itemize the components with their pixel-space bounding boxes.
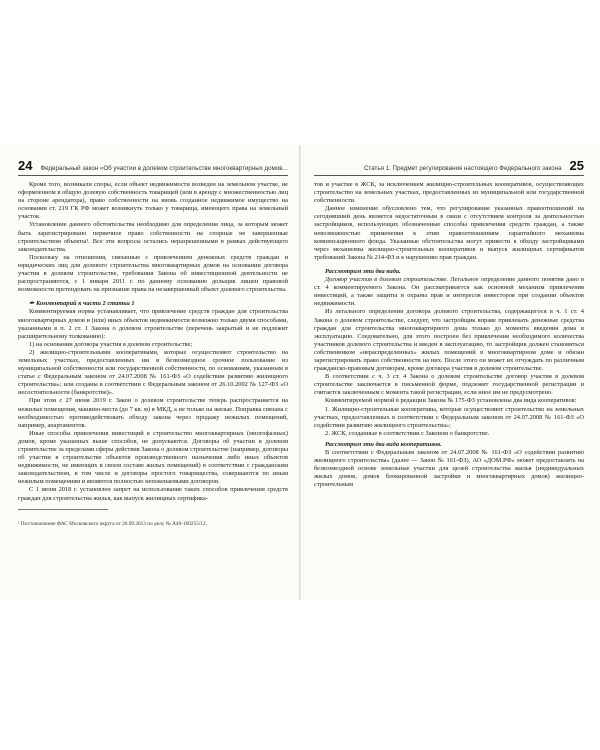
footnote-text: ¹ Постановление ФАС Московского округа от 26.09.2013 по делу № А40-160255/12. <box>18 520 207 527</box>
right-page-number: 25 <box>569 158 584 173</box>
paragraph <box>314 276 584 308</box>
paragraph: Из легального определения договора долевого строительства, содержащегося в ч. 1 ст. 4 Закона о долевом строительстве, следует, что застройщик вправе привлекать денежные средства граждан для строительства многоквартирного дома только до момента введения дома в эксплуатацию. Следовательно, для этого построен без привлечения необходимого количества участников долевого строительства и введен в эксплуатацию, то застройщик должен становиться собственником «нераспределенных» жилых помещений в многоквартирном доме и обязан зарегистрировать право собственности на них. После этого он может их отчуждать по различным гражданско-правовым договорам, кроме договора участия в долевом строительстве. <box>314 308 584 373</box>
paragraph: тов и участие в ЖСК, за исключением жилищно-строительных кооперативов, осуществляющих строительство на земельных участках, предоставленных из муниципальной или государственной собственности. <box>314 181 584 205</box>
footnote <box>18 509 207 530</box>
left-running-head: Федеральный закон «Об участии в долевом строительстве многоквартирных домов... <box>40 165 288 172</box>
paragraph: Установление данного обстоятельства необходимо для определения лица, за которым может быть зарегистрировано первичное право собственности на спорные не завершенные строительством объекты¹. Все эти вопросы остались неразрешенными в рамках действующего законодательства. <box>18 221 288 253</box>
paragraph: В соответствии с ч. 3 ст. 4 Закона о долевом строительстве договор участия в долевом строительстве заключается в письменной форме, подлежит государственной регистрации и считается заключенным с момента такой регистрации, если иное им не предусмотрено. <box>314 373 584 397</box>
right-running-head: Статья 1. Предмет регулирования настоящего Федерального закона <box>363 165 562 172</box>
paragraph: С 1 июня 2018 г. установлен запрет на использование таких способов привлечения средств граждан для строительства жилья, как выпуск жилищных сертифика- <box>18 486 288 502</box>
right-page-header <box>314 158 584 176</box>
paragraph: Поскольку на отношения, связанные с привлечением денежных средств граждан и юридических лиц для долевого строительства многоквартирных домов на основании договора участия в долевом строительстве, требования Закона об инвестиционной деятельности не распространяются, с 1 января 2011 г. по данному основанию дольщик лишен правовой возможности претендовать на признание права на незавершенный объект долевого строительства. <box>18 253 288 294</box>
book-gutter <box>299 145 301 600</box>
subheading: Рассмотрим эти два вида кооперативов. <box>325 440 442 448</box>
commentary-heading: ✒ Комментарий к части 2 статьи 1 <box>29 300 135 308</box>
paragraph-text: Легальное определение данного понятия дано в ст. 4 комментируемого Закона. Он рассматривается как основной механизм привлечения инвестиций, а также защиты и охраны прав и интересов инвесторов при создании объектов недвижимости. <box>314 276 584 308</box>
left-page <box>18 158 288 593</box>
right-page <box>314 158 584 593</box>
term-italic: Договор участия в долевом строительстве. <box>325 276 449 284</box>
paragraph: Кроме того, возникали споры, если объект недвижимости возведен на земельном участке, не оформленном в общую долевую собственность товарищей (или в аренду с множественностью лиц на стороне арендатора), право собственности на вновь созданное недвижимое имущество на основании ст. 219 ГК РФ может возникнуть только у товарища, имеющего права на земельный участок. <box>18 181 288 221</box>
list-item: 2. ЖСК, созданные в соответствии с Законом о банкротстве. <box>325 429 490 437</box>
paragraph: Комментируемая норма устанавливает, что привлечение средств граждан для строительства многоквартирных домов и (или) иных объектов недвижимости возможно только двумя способами, указанными в п. 2 ст. 1 Закона о долевом строительстве (перечень закрытый и не подлежит расширительному толкованию): <box>18 308 288 340</box>
list-item: 1) на основании договора участия в долевом строительстве; <box>29 340 193 348</box>
paragraph: Иные способы привлечения инвестиций в строительство многоквартирных (многофазных) домов, кроме указанных выше способов, не допускаются. Договоры об участии в долевом строительстве за пределами сферы действия Закона о долевом строительстве (например, договоры об участии в строительстве объектов производственного назначения либо иных объектов недвижимости, не имеющих в своем составе жилых помещений) в соответствии с гражданским законодательством, в том числе и договоры простого товарищества, совершаются по иным нежилым помещениям и являются полностью непокенаемыми договоров. <box>18 429 288 486</box>
left-page-number: 24 <box>18 158 33 173</box>
paragraph: Комментируемой нормой в редакции Закона № 175-ФЗ установлены два вида кооперативов: <box>325 397 577 405</box>
paragraph: При этом с 27 июня 2019 г. Закон о долевом строительстве теперь распространяется на нежилые помещения, машино-места (до 7 кв. м) в МКД, а не только на жилые. Поправка связана с необходимостью противодействовать обходу закона через продажу нежилых помещений, например, апартаментов. <box>18 397 288 429</box>
paragraph: В соответствии с Федеральным законом от 24.07.2008 № 161-ФЗ «О содействии развитию жилищного строительства» (далее — Закон № 161-ФЗ), АО «ДОМ.РФ» может предоставлять на безвозмездной основе земельные участки для целей строительства жилья (индивидуальных жилых домов, домов блокированной застройки и многоквартирных домов) жилищно-строительным <box>314 449 584 489</box>
list-item: 1. Жилищно-строительные кооперативы, которые осуществляют строительство на земельных участках, предоставленных в соответствии с Федеральным законом от 24.07.2008 № 161-ФЗ «О содействии развитию жилищного строительства»; <box>314 405 584 429</box>
paragraph: Данное изменение обусловлено тем, что регулирование указанных правоотношений на сегодняшний день является недостаточным в связи с отсутствием контроля за деятельностью застройщиков, использующих обозначенные способы привлечения средств граждан, а также невозможностью применения к этим правоотношениям гарантийного механизма компенсационного фонда. Указанные обстоятельства могут привести к обходу застройщиками через механизмы жилищно-строительных кооперативов и выпуск жилищных сертификатов требований Закона № 214-ФЗ и к нарушению прав граждан. <box>314 205 584 261</box>
list-item: 2) жилищно-строительными кооперативами, которые осуществляют строительство на земельных участках, предоставленных им в безвозмездное срочное пользование из муниципальной собственности или государственной собственности, по основаниям, указанным в статье с Федеральным законом от 24.07.2008 № 161-ФЗ «О содействии развитию жилищного строительства»; или созданы в соответствии с Федеральным законом от 26.10.2002 № 127-ФЗ «О несостоятельности (банкротстве)». <box>18 348 288 397</box>
left-page-header <box>18 158 288 176</box>
subheading: Рассмотрим эти два вида. <box>325 267 401 275</box>
